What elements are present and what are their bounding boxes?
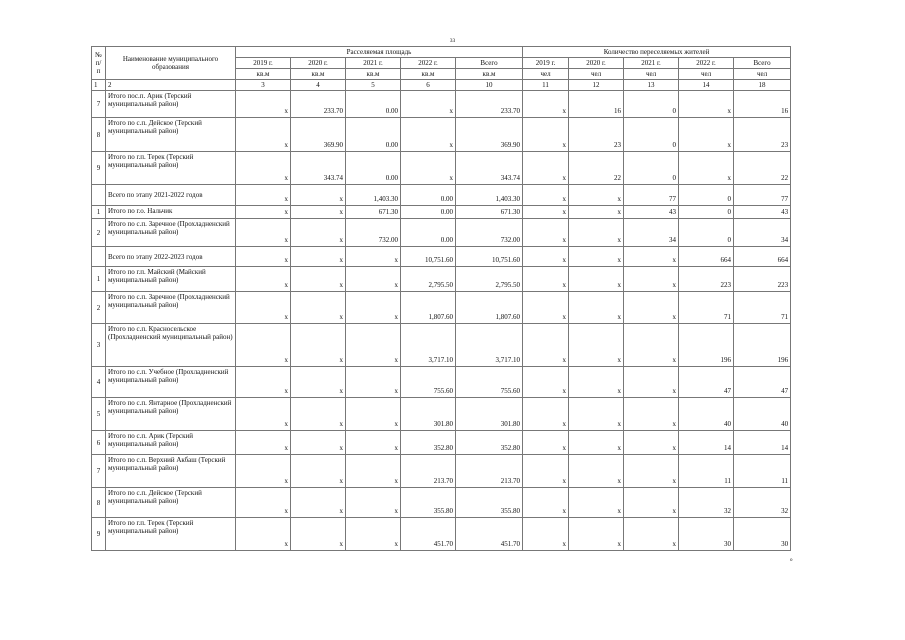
header-unit: чел [624,69,679,80]
header-unit: кв.м [456,69,523,80]
row-value: 369.90 [291,118,346,152]
row-value: x [291,518,346,551]
header-year: 2020 г. [291,58,346,69]
row-value: 34 [734,219,791,247]
row-value: 1,403.30 [456,185,523,206]
row-value: 30 [734,518,791,551]
row-value: 0.00 [346,152,401,185]
row-value: x [569,398,624,431]
table-row [92,152,791,185]
row-value: 32 [734,488,791,518]
row-value: x [624,367,679,398]
row-value: x [523,267,569,292]
row-value: x [569,367,624,398]
row-value: 352.80 [401,431,456,455]
row-value: x [346,247,401,267]
row-value: x [679,91,734,118]
header-unit: кв.м [346,69,401,80]
row-number: 7 [92,455,106,488]
header-name: Наименование муниципального образования [106,47,236,80]
row-number: 6 [92,431,106,455]
row-name: Итого по с.п. Янтарное (Прохладненский муниципальный район) [106,398,236,431]
row-value: 10,751.60 [401,247,456,267]
row-value: 11 [734,455,791,488]
row-value: x [291,367,346,398]
row-value: x [523,431,569,455]
column-number: 2 [106,80,236,91]
row-value: 451.70 [401,518,456,551]
row-value: 3,717.10 [401,324,456,367]
row-value: 233.70 [291,91,346,118]
row-value: x [236,488,291,518]
header-unit: чел [734,69,791,80]
row-name: Итого по с.п. Дейское (Терский муниципальный район) [106,118,236,152]
row-value: x [523,118,569,152]
row-value: 301.80 [456,398,523,431]
row-value: x [291,206,346,219]
row-value: 77 [734,185,791,206]
row-value: x [346,431,401,455]
row-number: 7 [92,91,106,118]
row-value: 0.00 [346,91,401,118]
table-row [92,292,791,324]
row-value: x [679,152,734,185]
table-row [92,398,791,431]
row-value: 32 [679,488,734,518]
row-value: 0 [624,152,679,185]
row-value: x [346,324,401,367]
row-value: x [401,152,456,185]
row-value: 223 [734,267,791,292]
resettlement-table [91,46,791,551]
table-row [92,267,791,292]
row-value: 343.74 [456,152,523,185]
row-value: x [624,431,679,455]
row-name: Итого пос.п. Арик (Терский муниципальный район) [106,91,236,118]
row-value: x [523,247,569,267]
column-number: 4 [291,80,346,91]
row-number [92,185,106,206]
row-value: 0.00 [401,206,456,219]
row-value: 22 [734,152,791,185]
column-number: 10 [456,80,523,91]
column-number: 12 [569,80,624,91]
row-number [92,247,106,267]
header-area-group: Расселяемая площадь [236,47,523,58]
header-unit: чел [569,69,624,80]
column-number: 11 [523,80,569,91]
row-value: x [624,247,679,267]
row-value: 732.00 [346,219,401,247]
row-value: x [569,431,624,455]
row-value: x [346,488,401,518]
row-value: x [291,247,346,267]
row-value: x [523,455,569,488]
row-value: x [236,455,291,488]
row-value: 352.80 [456,431,523,455]
row-value: x [624,518,679,551]
header-unit: кв.м [291,69,346,80]
row-value: x [523,152,569,185]
table-row [92,518,791,551]
row-value: 0 [624,91,679,118]
row-name: Итого по г.о. Нальчик [106,206,236,219]
row-value: 10,751.60 [456,247,523,267]
row-value: x [523,398,569,431]
row-value: x [291,324,346,367]
row-value: x [236,518,291,551]
row-value: 213.70 [401,455,456,488]
row-value: x [236,398,291,431]
row-name: Итого по с.п. Заречное (Прохладненский муниципальный район) [106,292,236,324]
row-value: x [523,518,569,551]
row-value: 755.60 [401,367,456,398]
row-name: Итого по г.п. Терек (Терский муниципальный район) [106,518,236,551]
row-value: 343.74 [291,152,346,185]
row-number: 5 [92,398,106,431]
header-year: Всего [734,58,791,69]
row-number: 2 [92,292,106,324]
row-value: x [236,91,291,118]
table-row [92,91,791,118]
row-value: 47 [734,367,791,398]
row-value: 2,795.50 [401,267,456,292]
row-value: 233.70 [456,91,523,118]
table-row [92,185,791,206]
row-value: x [624,398,679,431]
row-value: x [624,267,679,292]
row-value: x [346,367,401,398]
row-value: 0.00 [401,219,456,247]
row-name: Итого по с.п. Дейское (Терский муниципальный район) [106,488,236,518]
row-value: x [401,118,456,152]
header-year: 2022 г. [679,58,734,69]
row-value: x [346,267,401,292]
row-value: 223 [679,267,734,292]
row-number: 3 [92,324,106,367]
row-value: x [236,324,291,367]
row-value: x [523,488,569,518]
row-value: 14 [679,431,734,455]
column-number: 3 [236,80,291,91]
row-value: 40 [734,398,791,431]
row-name: Итого по с.п. Учебное (Прохладненский муниципальный район) [106,367,236,398]
header-residents-group: Количество переселяемых жителей [523,47,791,58]
row-value: 0 [679,206,734,219]
row-value: x [569,292,624,324]
row-value: x [236,206,291,219]
row-value: 30 [679,518,734,551]
row-value: 43 [624,206,679,219]
row-name: Итого по с.п. Арик (Терский муниципальный район) [106,431,236,455]
row-value: 0 [624,118,679,152]
column-number: 1 [92,80,106,91]
row-value: x [523,367,569,398]
header-year: 2022 г. [401,58,456,69]
row-value: 355.80 [456,488,523,518]
row-number: 8 [92,118,106,152]
row-value: x [236,367,291,398]
row-value: x [346,455,401,488]
row-value: x [236,185,291,206]
row-value: 71 [679,292,734,324]
row-value: x [346,518,401,551]
header-unit: кв.м [236,69,291,80]
column-number: 18 [734,80,791,91]
row-value: 23 [734,118,791,152]
table-body [92,91,791,551]
row-value: x [523,292,569,324]
row-number: 8 [92,488,106,518]
row-value: 16 [569,91,624,118]
header-no: № п/п [92,47,106,80]
row-value: 0.00 [346,118,401,152]
row-value: 1,807.60 [401,292,456,324]
row-value: 43 [734,206,791,219]
row-value: 755.60 [456,367,523,398]
row-value: x [291,431,346,455]
row-value: x [624,488,679,518]
header-unit: кв.м [401,69,456,80]
header-year: Всего [456,58,523,69]
row-value: 1,807.60 [456,292,523,324]
row-value: 671.30 [456,206,523,219]
row-value: 196 [734,324,791,367]
row-value: 1,403.30 [346,185,401,206]
row-value: 369.90 [456,118,523,152]
row-value: x [236,247,291,267]
row-value: x [624,292,679,324]
row-value: 23 [569,118,624,152]
table-row [92,219,791,247]
column-number: 6 [401,80,456,91]
column-number: 13 [624,80,679,91]
row-value: 11 [679,455,734,488]
row-value: 14 [734,431,791,455]
table-row [92,247,791,267]
row-value: 301.80 [401,398,456,431]
row-value: x [401,91,456,118]
row-number: 1 [92,267,106,292]
page-number: 33 [449,38,456,44]
row-value: x [569,488,624,518]
header-year: 2019 г. [236,58,291,69]
row-value: 671.30 [346,206,401,219]
row-value: 22 [569,152,624,185]
row-value: x [569,518,624,551]
row-value: 355.80 [401,488,456,518]
row-value: x [523,91,569,118]
row-number: 9 [92,152,106,185]
row-value: x [523,185,569,206]
row-value: x [523,206,569,219]
row-number: 2 [92,219,106,247]
row-value: 0.00 [401,185,456,206]
row-name: Итого по с.п. Верхний Акбаш (Терский муниципальный район) [106,455,236,488]
row-name: Итого по г.п. Терек (Терский муниципальный район) [106,152,236,185]
header-year: 2021 г. [624,58,679,69]
row-value: 2,795.50 [456,267,523,292]
row-value: 196 [679,324,734,367]
header-year: 2021 г. [346,58,401,69]
row-value: x [624,455,679,488]
table-row [92,206,791,219]
table-row [92,324,791,367]
table-row [92,431,791,455]
row-name: Итого по г.п. Майский (Майский муниципальный район) [106,267,236,292]
table-header [92,47,791,91]
row-value: 664 [679,247,734,267]
row-value: 47 [679,367,734,398]
table-row [92,488,791,518]
row-value: 0 [679,219,734,247]
row-value: 3,717.10 [456,324,523,367]
row-value: x [291,398,346,431]
row-name: Итого по с.п. Красносельское (Прохладненский муниципальный район) [106,324,236,367]
row-value: x [679,118,734,152]
row-value: x [291,292,346,324]
row-name: Всего по этапу 2021-2022 годов [106,185,236,206]
row-value: x [236,118,291,152]
column-number: 14 [679,80,734,91]
row-value: x [569,185,624,206]
row-value: x [236,267,291,292]
row-value: x [569,267,624,292]
row-value: x [523,219,569,247]
row-value: 451.70 [456,518,523,551]
row-number: 9 [92,518,106,551]
row-value: x [291,455,346,488]
row-value: x [346,292,401,324]
row-name: Всего по этапу 2022-2023 годов [106,247,236,267]
row-value: x [291,185,346,206]
row-value: 16 [734,91,791,118]
row-value: 77 [624,185,679,206]
column-numbers-row [92,80,791,91]
row-value: 34 [624,219,679,247]
row-value: x [236,431,291,455]
row-value: x [291,219,346,247]
row-value: 213.70 [456,455,523,488]
row-value: x [624,324,679,367]
row-value: x [236,219,291,247]
header-year: 2020 г. [569,58,624,69]
row-number: 1 [92,206,106,219]
row-number: 4 [92,367,106,398]
row-value: x [291,488,346,518]
row-value: 664 [734,247,791,267]
row-value: x [569,206,624,219]
table-row [92,455,791,488]
row-value: x [236,292,291,324]
row-value: x [569,324,624,367]
row-value: 40 [679,398,734,431]
corner-mark: о [790,558,793,563]
row-name: Итого по с.п. Заречное (Прохладненский муниципальный район) [106,219,236,247]
row-value: x [291,267,346,292]
row-value: x [569,455,624,488]
row-value: x [346,398,401,431]
row-value: x [236,152,291,185]
table-row [92,367,791,398]
table-row [92,118,791,152]
row-value: x [569,247,624,267]
row-value: 71 [734,292,791,324]
row-value: 0 [679,185,734,206]
row-value: x [523,324,569,367]
header-unit: чел [523,69,569,80]
row-value: 732.00 [456,219,523,247]
header-year: 2019 г. [523,58,569,69]
row-value: x [569,219,624,247]
header-unit: чел [679,69,734,80]
column-number: 5 [346,80,401,91]
